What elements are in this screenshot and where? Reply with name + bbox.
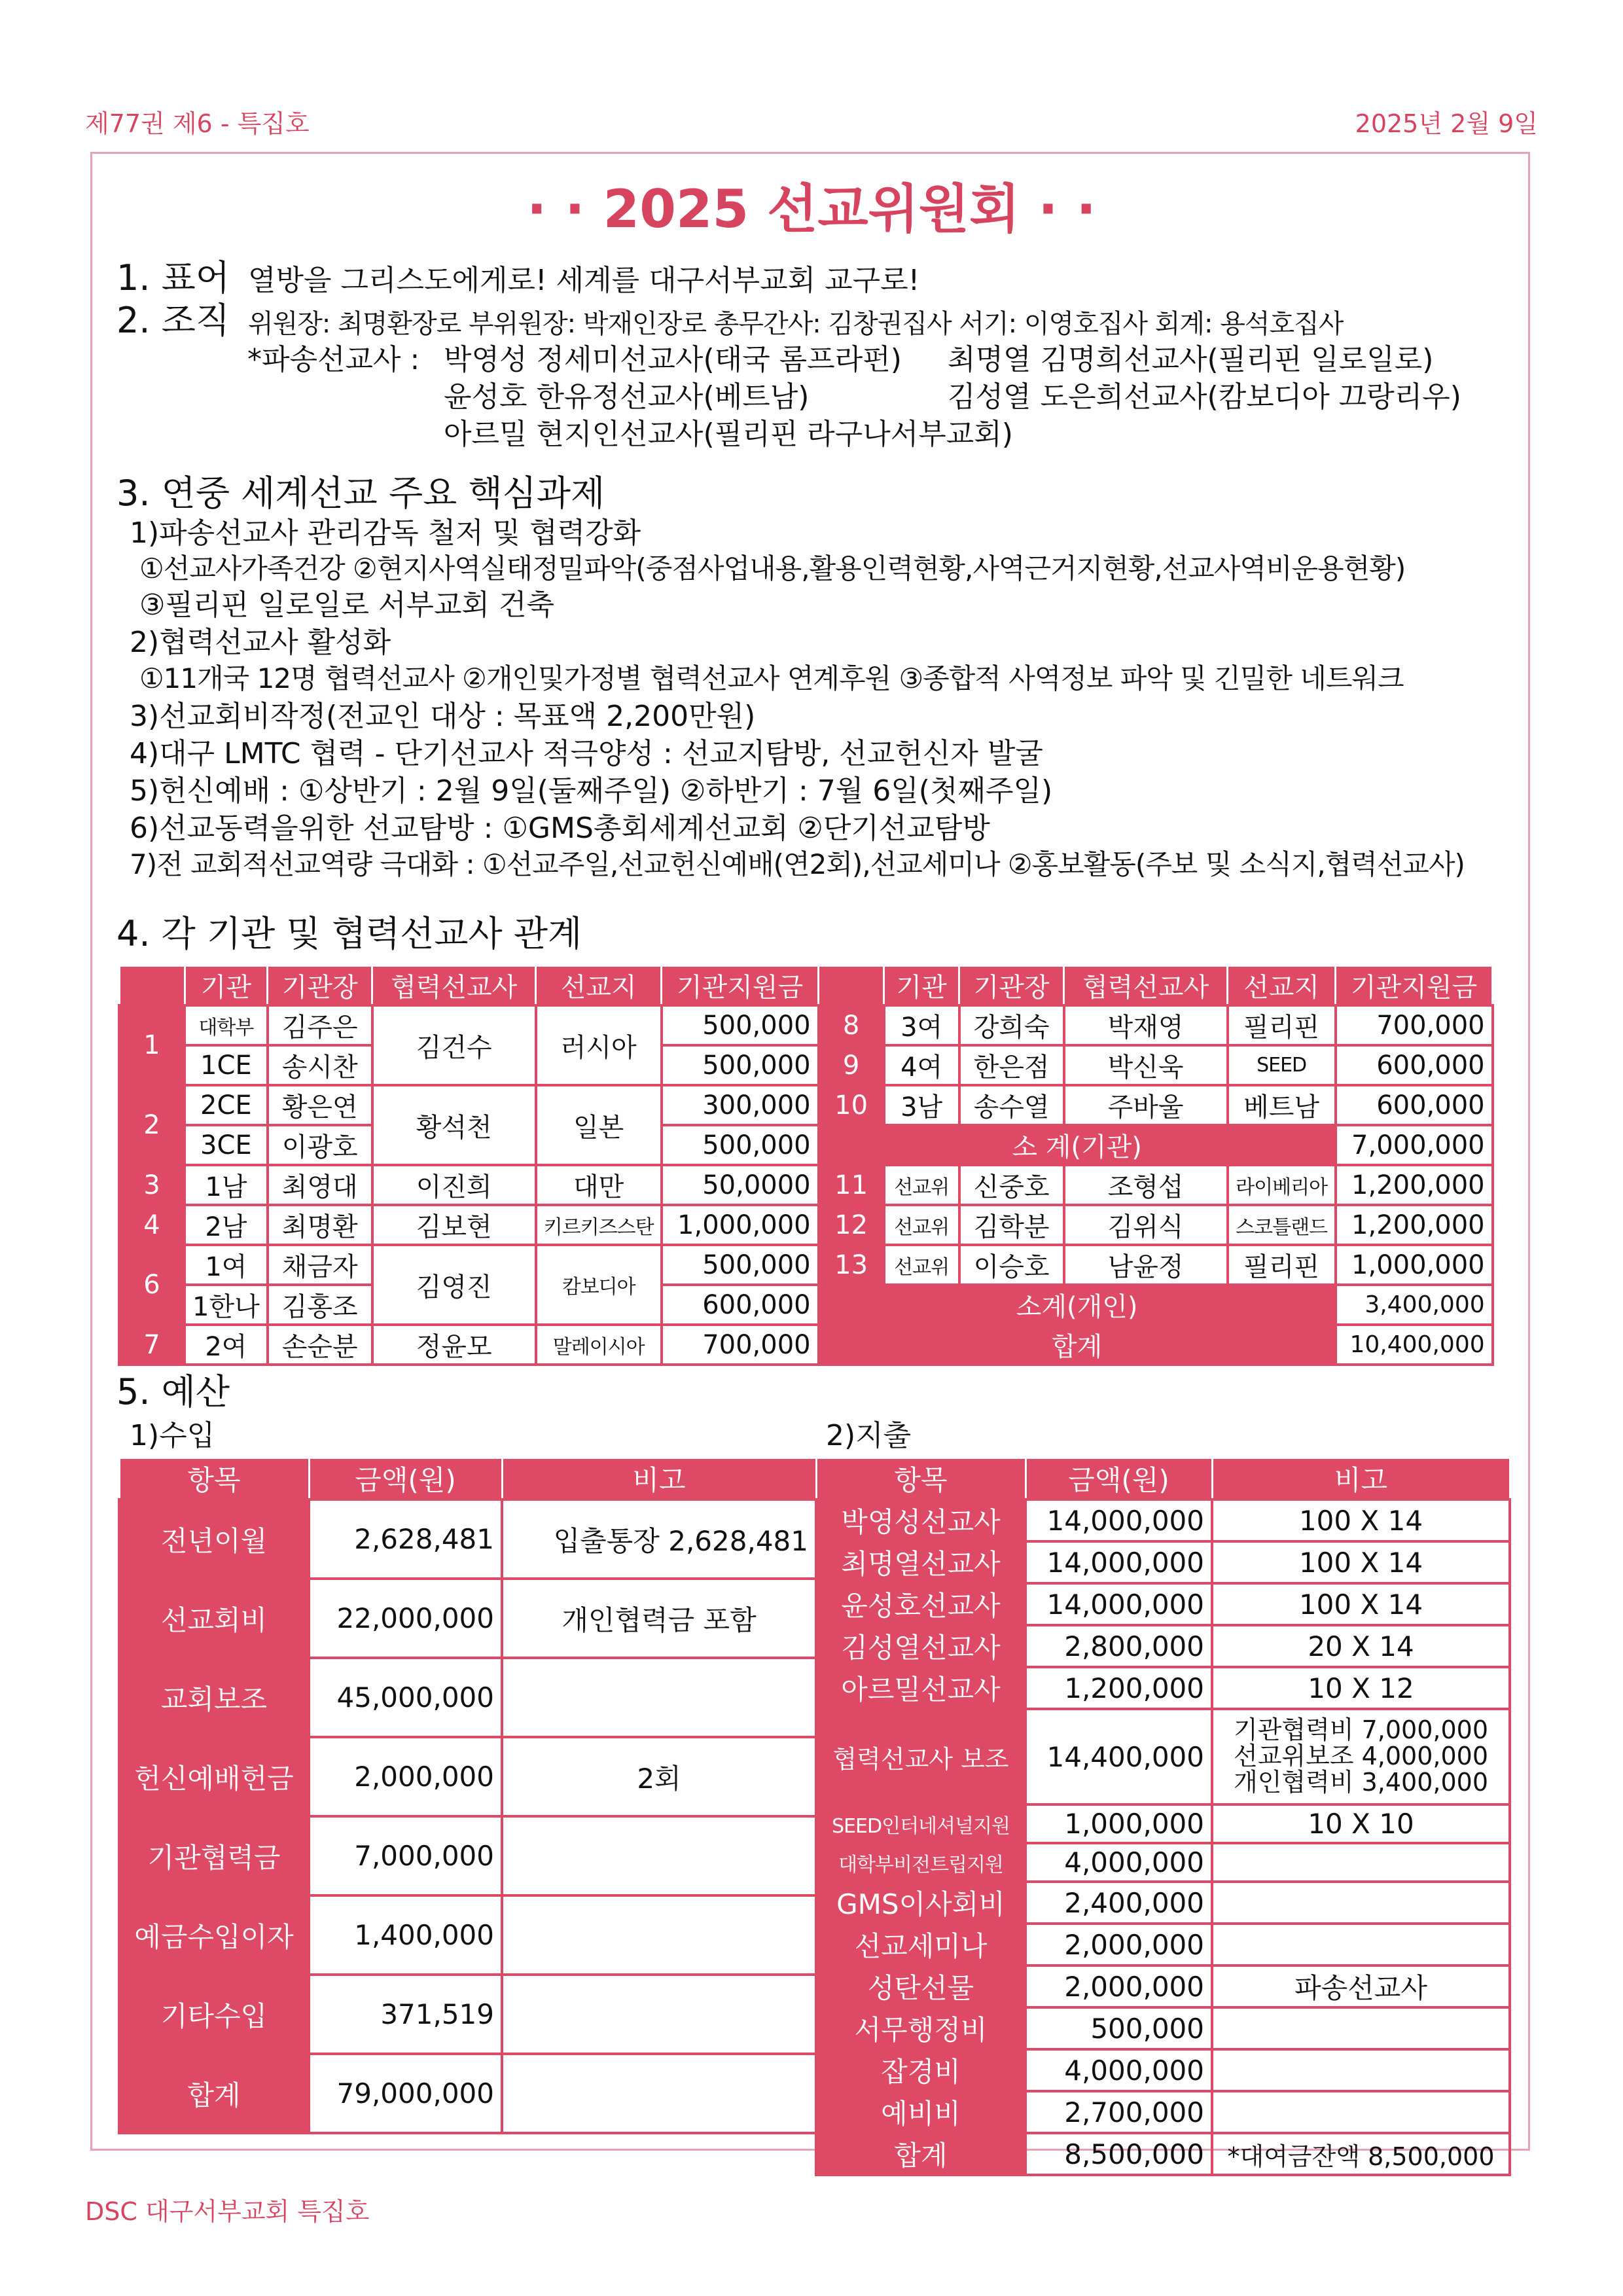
col-missionary: 협력선교사: [372, 966, 536, 1006]
table-header: [119, 1458, 816, 1500]
task-line: 5)헌신예배 : ①상반기 : 2월 9일(둘째주일) ②하반기 : 7월 6일(첫째주일): [130, 774, 1053, 808]
table-row: 3 1남 최영대 이진희 대만 50,0000 11 선교위 신중호 조형섭 라이베리아 1,200,000: [119, 1165, 1493, 1205]
subtotal-org: 7,000,000: [1336, 1125, 1493, 1165]
col-leader: 기관장: [959, 966, 1064, 1006]
table-row: 아르밀선교사 1,200,000 10 X 12: [816, 1667, 1510, 1709]
table-row: 박영성선교사 14,000,000 100 X 14: [816, 1499, 1510, 1541]
subtotal-org-label: 소 계(기관): [819, 1125, 1336, 1165]
section-1: [116, 257, 920, 298]
support-note: 기관협력비 7,000,000 선교위보조 4,000,000 개인협력비 3,400,000: [1212, 1709, 1510, 1804]
col-field: 선교지: [1228, 966, 1336, 1006]
section-2: [116, 300, 1344, 341]
income-heading: 1)수입: [130, 1419, 215, 1452]
table-row: 전년이월 2,628,481 입출통장 2,628,481: [119, 1499, 816, 1579]
footer-label: DSC 대구서부교회 특집호: [85, 2197, 370, 2226]
section-2-heading: 2. 조직: [116, 300, 230, 341]
org-officers: 위원장: 최명환장로 부위원장: 박재인장로 총무간사: 김창권집사 서기: 이영호집사 회계: 용석호집사: [248, 309, 1344, 339]
missionary-1: 박영성 정세미선교사(태국 롬프라펀): [444, 343, 902, 376]
col-amount: 기관지원금: [662, 966, 819, 1006]
issue-label: 제77권 제6 - 특집호: [85, 109, 310, 138]
total-label: 합계: [819, 1325, 1336, 1365]
table-row: 성탄선물 2,000,000 파송선교사: [816, 1965, 1510, 2007]
task-line: 2)협력선교사 활성화: [130, 626, 391, 659]
missionary-3: 윤성호 한유정선교사(베트남): [444, 380, 810, 414]
task-line: 3)선교회비작정(전교인 대상 : 목표액 2,200만원): [130, 700, 756, 733]
col-org: 기관: [185, 966, 268, 1006]
task-line: 7)전 교회적선교역량 극대화 : ①선교주일,선교헌신예배(연2회),선교세미나 ②홍보활동(주보 및 소식지,협력선교사): [130, 848, 1465, 880]
table-row: 6 1여 채금자 김영진 캄보디아 500,000 13 선교위 이승호 남윤정 필리핀 1,000,000: [119, 1245, 1493, 1285]
col-amount: 기관지원금: [1336, 966, 1493, 1006]
table-row: 기관협력금 7,000,000: [119, 1816, 816, 1895]
col-item: 항목: [816, 1458, 1026, 1500]
task-line: 4)대구 LMTC 협력 - 단기선교사 적극양성 : 선교지탐방, 선교헌신자 발굴: [130, 737, 1043, 770]
section-4-heading: 4. 각 기관 및 협력선교사 관계: [116, 913, 582, 954]
expense-heading: 2)지출: [826, 1419, 912, 1452]
col-item: 항목: [119, 1458, 309, 1500]
missionary-4: 김성열 도은희선교사(캄보디아 끄랑리우): [948, 380, 1461, 414]
table-row: SEED인터네셔널지원 1,000,000 10 X 10: [816, 1804, 1510, 1843]
total-amount: 10,400,000: [1336, 1325, 1493, 1365]
task-line: ①11개국 12명 협력선교사 ②개인및가정별 협력선교사 연계후원 ③종합적 사역정보 파악 및 긴밀한 네트워크: [139, 662, 1404, 694]
table-row: 예비비 2,700,000: [816, 2091, 1510, 2133]
col-field: 선교지: [536, 966, 662, 1006]
table-row: 대학부비전트립지원 4,000,000: [816, 1843, 1510, 1882]
table-row: 1CE 송시찬 500,000 9 4여 한은점 박신욱 SEED 600,000: [119, 1045, 1493, 1085]
col-amount: 금액(원): [309, 1458, 502, 1500]
col-org: 기관: [884, 966, 959, 1006]
task-line: 6)선교동력을위한 선교탐방 : ①GMS총회세계선교회 ②단기선교탐방: [130, 812, 990, 845]
section-1-heading: 1. 표어: [116, 257, 230, 298]
table-header: [119, 966, 1493, 1006]
section-3-heading: 3. 연중 세계선교 주요 핵심과제: [116, 473, 605, 514]
table-row: GMS이사회비 2,400,000: [816, 1882, 1510, 1924]
table-row: 김성열선교사 2,800,000 20 X 14: [816, 1625, 1510, 1667]
table-row: 4 2남 최명환 김보현 키르키즈스탄 1,000,000 12 선교위 김학분 김위식 스코틀랜드 1,200,000: [119, 1205, 1493, 1245]
table-row: 합계 79,000,000: [119, 2054, 816, 2133]
issue-date: 2025년 2월 9일: [1355, 109, 1538, 138]
page-title: · · 2025 선교위원회 · ·: [527, 179, 1096, 240]
table-row: 최명열선교사 14,000,000 100 X 14: [816, 1541, 1510, 1583]
income-table: [118, 1457, 817, 2134]
section-5-heading: 5. 예산: [116, 1371, 230, 1412]
table-row: 윤성호선교사 14,000,000 100 X 14: [816, 1583, 1510, 1625]
col-amount: 금액(원): [1026, 1458, 1212, 1500]
table-row: 서무행정비 500,000: [816, 2007, 1510, 2049]
table-row: 1한나 김홍조 600,000 소계(개인) 3,400,000: [119, 1285, 1493, 1325]
table-row: 협력선교사 보조 14,400,000 기관협력비 7,000,000 선교위보조 4,000,000 개인협력비 3,400,000: [816, 1709, 1510, 1804]
task-line: 1)파송선교사 관리감독 철저 및 협력강화: [130, 516, 641, 550]
table-header: [816, 1458, 1510, 1500]
task-line: ③필리핀 일로일로 서부교회 건축: [139, 588, 554, 622]
missionary-5: 아르밀 현지인선교사(필리핀 라구나서부교회): [444, 418, 1013, 451]
expense-table: [815, 1457, 1511, 2176]
table-row: 예금수입이자 1,400,000: [119, 1895, 816, 1975]
subtotal-individual: 3,400,000: [1336, 1285, 1493, 1325]
org-missionary-table: [118, 965, 1494, 1366]
table-row: 합계 8,500,000 *대여금잔액 8,500,000: [816, 2133, 1510, 2175]
missionary-2: 최명열 김명희선교사(필리핀 일로일로): [948, 343, 1434, 376]
table-row: 1 대학부 김주은 김건수 러시아 500,000 8 3여 강희숙 박재영 필리핀 700,000: [119, 1005, 1493, 1045]
missionaries-label: *파송선교사 :: [247, 343, 420, 376]
table-row: 2 2CE 황은연 황석천 일본 300,000 10 3남 송수열 주바울 베트남 600,000: [119, 1085, 1493, 1125]
table-row: 7 2여 손순분 정윤모 말레이시아 700,000 합계 10,400,000: [119, 1325, 1493, 1365]
col-leader: 기관장: [268, 966, 372, 1006]
table-row: 기타수입 371,519: [119, 1975, 816, 2054]
col-note: 비고: [502, 1458, 816, 1500]
table-row: 헌신예배헌금 2,000,000 2회: [119, 1737, 816, 1816]
table-row: 3CE 이광호 500,000 소 계(기관) 7,000,000: [119, 1125, 1493, 1165]
table-row: 잡경비 4,000,000: [816, 2049, 1510, 2091]
col-note: 비고: [1212, 1458, 1510, 1500]
col-missionary: 협력선교사: [1064, 966, 1228, 1006]
table-row: 선교회비 22,000,000 개인협력금 포함: [119, 1579, 816, 1658]
motto-text: 열방을 그리스도에게로! 세계를 대구서부교회 교구로!: [248, 264, 920, 297]
table-row: 교회보조 45,000,000: [119, 1658, 816, 1737]
task-line: ①선교사가족건강 ②현지사역실태정밀파악(중점사업내용,활용인력현황,사역근거지현황,선교사역비운용현황): [139, 552, 1406, 584]
table-row: 선교세미나 2,000,000: [816, 1924, 1510, 1965]
subtotal-individual-label: 소계(개인): [819, 1285, 1336, 1325]
